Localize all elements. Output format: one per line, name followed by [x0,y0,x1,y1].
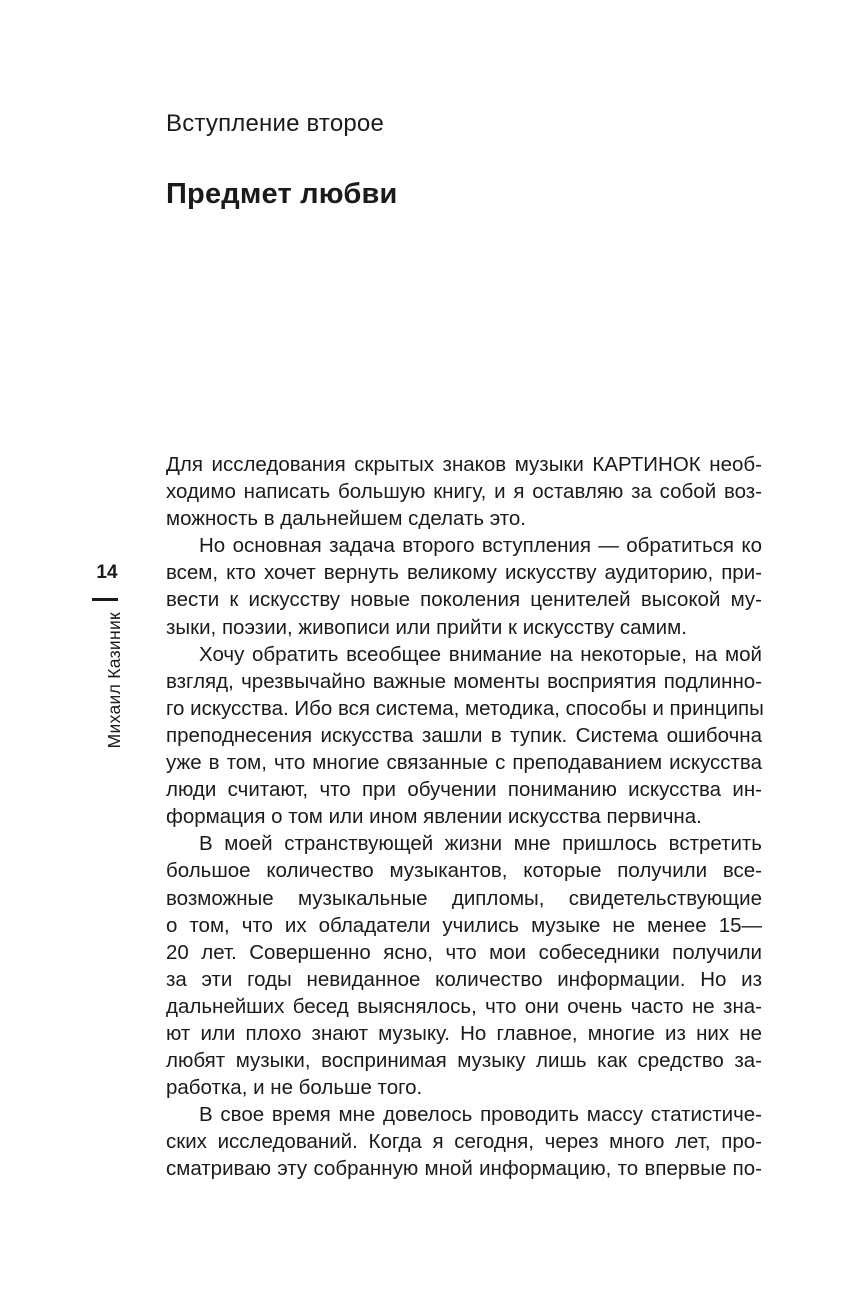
running-head-author: Михаил Казиник [104,612,124,749]
page-number: 14 [96,562,118,583]
body-text [166,451,762,1183]
text-line: ских исследований. Когда я сегодня, через много лет, про- [166,1130,762,1154]
text-line: вести к искусству новые поколения ценителей высокой му- [166,588,762,612]
chapter-title: Предмет любви [166,178,398,210]
text-line: взгляд, чрезвычайно важные моменты восприятия подлинно- [166,669,762,693]
text-line: Для исследования скрытых знаков музыки КАРТИНОК необ- [166,453,762,476]
text-line: го искусства. Ибо вся система, методика, способы и принципы [166,696,764,720]
text-line: ют или плохо знают музыку. Но главное, многие из них не [166,1021,762,1045]
text-line: Но основная задача второго вступления — обратиться ко [199,534,762,558]
text-line: Хочу обратить всеобщее внимание на некоторые, на мой [199,642,762,666]
text-line: В свое время мне довелось проводить массу статистиче- [199,1103,762,1127]
text-line: преподнесения искусства зашли в тупик. Система ошибочна [166,723,762,747]
text-line: люди считают, что при обучении пониманию искусства ин- [166,778,762,802]
text-line: ходимо написать большую книгу, и я оставляю за собой воз- [166,480,762,504]
text-line: можность в дальнейшем сделать это. [166,507,526,531]
text-line: дальнейших бесед выяснялось, что они очень часто не зна- [166,994,762,1018]
text-line: зыки, поэзии, живописи или прийти к искусству самим. [166,615,687,639]
text-line: сматриваю эту собранную мной информацию, то впервые по- [166,1157,762,1181]
text-line: о том, что их обладатели учились музыке не менее 15— [166,913,762,937]
text-line: В моей странствующей жизни мне пришлось встретить [199,832,762,856]
text-line: за эти годы невиданное количество информации. Но из [166,967,762,991]
text-line: формация о том или ином явлении искусства первична. [166,805,702,829]
text-line: уже в том, что многие связанные с преподаванием искусства [166,751,762,775]
text-line: работка, и не больше того. [166,1076,423,1100]
section-label: Вступление второе [166,110,385,137]
text-line: большое количество музыкантов, которые получили все- [166,859,762,883]
text-line: любят музыки, воспринимая музыку лишь как средство за- [166,1049,762,1073]
text-line: всем, кто хочет вернуть великому искусству аудиторию, при- [166,561,762,585]
text-line: 20 лет. Совершенно ясно, что мои собеседники получили [166,940,762,964]
running-head-rule [92,598,118,601]
text-line: возможные музыкальные дипломы, свидетельствующие [166,886,762,910]
